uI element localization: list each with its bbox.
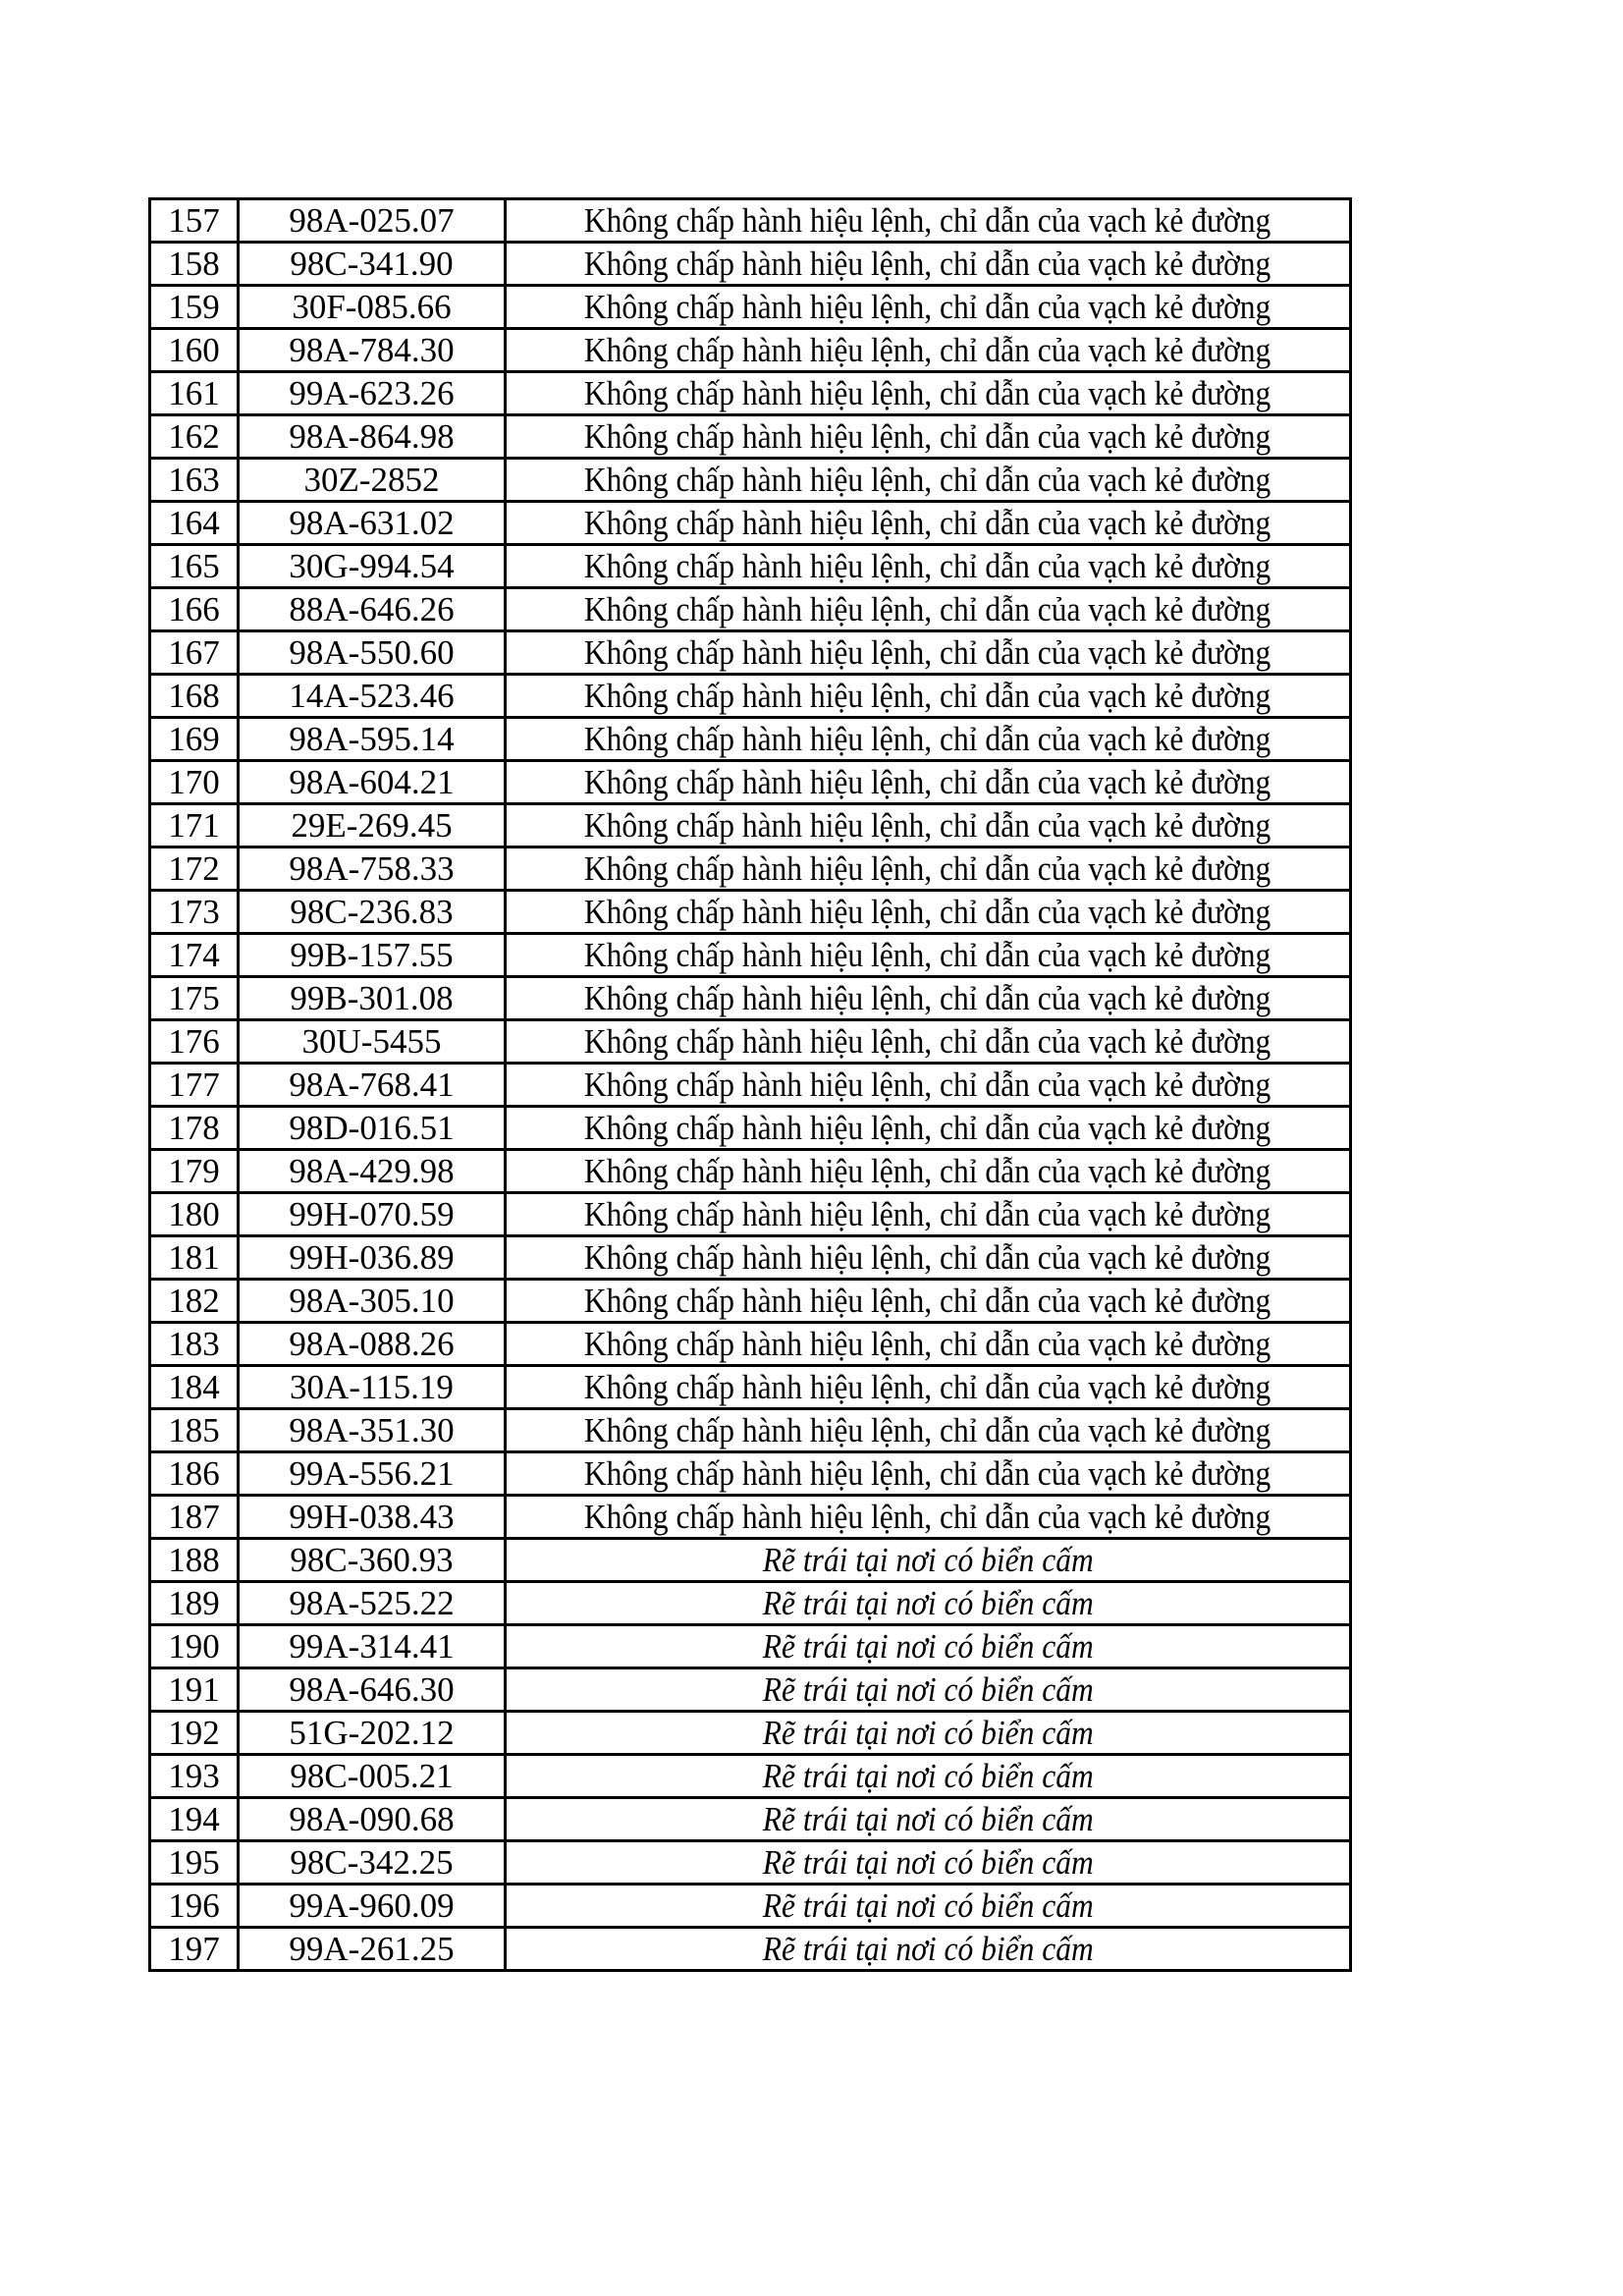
license-plate-cell: 99B-157.55 (239, 934, 506, 977)
row-number-cell: 175 (150, 977, 239, 1020)
violation-text: Không chấp hành hiệu lệnh, chỉ dẫn của vạch kẻ đường (584, 461, 1271, 499)
violation-cell (506, 1755, 1351, 1798)
row-number-cell: 180 (150, 1193, 239, 1236)
table-row (150, 1885, 1351, 1928)
table-row (150, 934, 1351, 977)
violation-text: Không chấp hành hiệu lệnh, chỉ dẫn của vạch kẻ đường (584, 547, 1271, 585)
table-row (150, 1280, 1351, 1323)
license-plate-cell: 99A-623.26 (239, 372, 506, 415)
row-number-cell: 179 (150, 1150, 239, 1193)
row-number-cell: 168 (150, 675, 239, 718)
table-row (150, 1582, 1351, 1625)
violation-text: Rẽ trái tại nơi có biển cấm (762, 1627, 1094, 1666)
violation-text: Không chấp hành hiệu lệnh, chỉ dẫn của vạch kẻ đường (584, 633, 1271, 672)
violation-text: Không chấp hành hiệu lệnh, chỉ dẫn của vạch kẻ đường (584, 1066, 1271, 1104)
license-plate-cell: 30U-5455 (239, 1020, 506, 1064)
violation-text: Không chấp hành hiệu lệnh, chỉ dẫn của vạch kẻ đường (584, 806, 1271, 845)
violation-cell (506, 545, 1351, 588)
row-number-cell: 197 (150, 1928, 239, 1971)
table-row (150, 1107, 1351, 1150)
row-number-cell: 177 (150, 1064, 239, 1107)
row-number-cell: 174 (150, 934, 239, 977)
license-plate-cell: 88A-646.26 (239, 588, 506, 631)
row-number-cell: 186 (150, 1452, 239, 1496)
row-number-cell: 162 (150, 415, 239, 459)
violation-cell (506, 1323, 1351, 1366)
violation-text: Không chấp hành hiệu lệnh, chỉ dẫn của vạch kẻ đường (584, 763, 1271, 801)
violation-text: Không chấp hành hiệu lệnh, chỉ dẫn của vạch kẻ đường (584, 979, 1271, 1017)
license-plate-cell: 98A-088.26 (239, 1323, 506, 1366)
table-row (150, 1712, 1351, 1755)
violation-cell (506, 1280, 1351, 1323)
violation-text: Rẽ trái tại nơi có biển cấm (762, 1843, 1094, 1882)
row-number-cell: 157 (150, 199, 239, 243)
violation-cell (506, 199, 1351, 243)
violation-cell (506, 286, 1351, 329)
violation-cell (506, 1668, 1351, 1712)
violation-cell (506, 1928, 1351, 1971)
license-plate-cell: 99A-314.41 (239, 1625, 506, 1668)
table-row (150, 977, 1351, 1020)
table-row (150, 675, 1351, 718)
row-number-cell: 165 (150, 545, 239, 588)
violation-cell (506, 415, 1351, 459)
table-row (150, 1841, 1351, 1885)
violation-text: Không chấp hành hiệu lệnh, chỉ dẫn của vạch kẻ đường (584, 1238, 1271, 1277)
license-plate-cell: 99H-036.89 (239, 1236, 506, 1280)
violation-cell (506, 934, 1351, 977)
table-row (150, 588, 1351, 631)
violation-text: Không chấp hành hiệu lệnh, chỉ dẫn của vạch kẻ đường (584, 1368, 1271, 1406)
table-row (150, 1020, 1351, 1064)
row-number-cell: 163 (150, 459, 239, 502)
violation-cell (506, 588, 1351, 631)
violation-cell (506, 1150, 1351, 1193)
table-row (150, 1928, 1351, 1971)
row-number-cell: 158 (150, 243, 239, 286)
license-plate-cell: 98A-646.30 (239, 1668, 506, 1712)
violation-cell (506, 329, 1351, 372)
row-number-cell: 185 (150, 1409, 239, 1452)
violation-text: Không chấp hành hiệu lệnh, chỉ dẫn của vạch kẻ đường (584, 1022, 1271, 1061)
table-row (150, 1323, 1351, 1366)
violation-text: Không chấp hành hiệu lệnh, chỉ dẫn của vạch kẻ đường (584, 331, 1271, 369)
license-plate-cell: 98A-525.22 (239, 1582, 506, 1625)
row-number-cell: 195 (150, 1841, 239, 1885)
row-number-cell: 196 (150, 1885, 239, 1928)
violation-text: Không chấp hành hiệu lệnh, chỉ dẫn của vạch kẻ đường (584, 288, 1271, 326)
violation-cell (506, 1798, 1351, 1841)
violation-cell (506, 1409, 1351, 1452)
row-number-cell: 178 (150, 1107, 239, 1150)
license-plate-cell: 98A-758.33 (239, 847, 506, 891)
violation-cell (506, 1539, 1351, 1582)
row-number-cell: 171 (150, 804, 239, 847)
license-plate-cell: 98A-429.98 (239, 1150, 506, 1193)
violation-text: Rẽ trái tại nơi có biển cấm (762, 1670, 1094, 1709)
table-row (150, 199, 1351, 243)
violation-text: Không chấp hành hiệu lệnh, chỉ dẫn của vạch kẻ đường (584, 936, 1271, 974)
license-plate-cell: 98A-305.10 (239, 1280, 506, 1323)
table-row (150, 1366, 1351, 1409)
table-row (150, 286, 1351, 329)
row-number-cell: 188 (150, 1539, 239, 1582)
violation-text: Rẽ trái tại nơi có biển cấm (762, 1584, 1094, 1622)
license-plate-cell: 99A-261.25 (239, 1928, 506, 1971)
violation-text: Không chấp hành hiệu lệnh, chỉ dẫn của vạch kẻ đường (584, 677, 1271, 715)
violation-cell (506, 1236, 1351, 1280)
violation-cell (506, 977, 1351, 1020)
license-plate-cell: 99B-301.08 (239, 977, 506, 1020)
violation-text: Không chấp hành hiệu lệnh, chỉ dẫn của vạch kẻ đường (584, 849, 1271, 888)
row-number-cell: 161 (150, 372, 239, 415)
row-number-cell: 190 (150, 1625, 239, 1668)
row-number-cell: 166 (150, 588, 239, 631)
violation-text: Không chấp hành hiệu lệnh, chỉ dẫn của vạch kẻ đường (584, 1454, 1271, 1493)
row-number-cell: 193 (150, 1755, 239, 1798)
violation-text: Không chấp hành hiệu lệnh, chỉ dẫn của vạch kẻ đường (584, 590, 1271, 629)
violation-cell (506, 1020, 1351, 1064)
table-row (150, 847, 1351, 891)
table-row (150, 1064, 1351, 1107)
violation-cell (506, 372, 1351, 415)
violation-cell (506, 718, 1351, 761)
license-plate-cell: 30Z-2852 (239, 459, 506, 502)
violation-text: Không chấp hành hiệu lệnh, chỉ dẫn của vạch kẻ đường (584, 1152, 1271, 1190)
table-row (150, 459, 1351, 502)
license-plate-cell: 98A-784.30 (239, 329, 506, 372)
violation-text: Không chấp hành hiệu lệnh, chỉ dẫn của vạch kẻ đường (584, 1195, 1271, 1233)
violation-cell (506, 1885, 1351, 1928)
violation-cell (506, 761, 1351, 804)
violation-cell (506, 502, 1351, 545)
row-number-cell: 184 (150, 1366, 239, 1409)
table-row (150, 1193, 1351, 1236)
violation-text: Rẽ trái tại nơi có biển cấm (762, 1930, 1094, 1968)
row-number-cell: 159 (150, 286, 239, 329)
row-number-cell: 167 (150, 631, 239, 675)
license-plate-cell: 51G-202.12 (239, 1712, 506, 1755)
row-number-cell: 176 (150, 1020, 239, 1064)
table-row (150, 1539, 1351, 1582)
violation-cell (506, 1582, 1351, 1625)
license-plate-cell: 98A-604.21 (239, 761, 506, 804)
license-plate-cell: 98A-595.14 (239, 718, 506, 761)
license-plate-cell: 99H-070.59 (239, 1193, 506, 1236)
license-plate-cell: 98A-090.68 (239, 1798, 506, 1841)
violation-cell (506, 1064, 1351, 1107)
table-row (150, 415, 1351, 459)
license-plate-cell: 98C-341.90 (239, 243, 506, 286)
table-row (150, 718, 1351, 761)
row-number-cell: 173 (150, 891, 239, 934)
table-row (150, 1755, 1351, 1798)
violation-text: Không chấp hành hiệu lệnh, chỉ dẫn của vạch kẻ đường (584, 504, 1271, 542)
license-plate-cell: 30A-115.19 (239, 1366, 506, 1409)
row-number-cell: 189 (150, 1582, 239, 1625)
license-plate-cell: 29E-269.45 (239, 804, 506, 847)
row-number-cell: 160 (150, 329, 239, 372)
violation-text: Không chấp hành hiệu lệnh, chỉ dẫn của vạch kẻ đường (584, 1325, 1271, 1363)
violation-cell (506, 891, 1351, 934)
table-row (150, 631, 1351, 675)
row-number-cell: 172 (150, 847, 239, 891)
table-row (150, 1452, 1351, 1496)
table-row (150, 502, 1351, 545)
violation-text: Không chấp hành hiệu lệnh, chỉ dẫn của vạch kẻ đường (584, 720, 1271, 758)
violation-text: Rẽ trái tại nơi có biển cấm (762, 1714, 1094, 1752)
violation-cell (506, 1193, 1351, 1236)
table-row (150, 1625, 1351, 1668)
license-plate-cell: 14A-523.46 (239, 675, 506, 718)
table-row (150, 1668, 1351, 1712)
violation-text: Không chấp hành hiệu lệnh, chỉ dẫn của vạch kẻ đường (584, 201, 1271, 240)
table-row (150, 1798, 1351, 1841)
row-number-cell: 187 (150, 1496, 239, 1539)
violation-cell (506, 1366, 1351, 1409)
violation-text: Không chấp hành hiệu lệnh, chỉ dẫn của vạch kẻ đường (584, 1109, 1271, 1147)
license-plate-cell: 98C-342.25 (239, 1841, 506, 1885)
row-number-cell: 192 (150, 1712, 239, 1755)
row-number-cell: 182 (150, 1280, 239, 1323)
row-number-cell: 194 (150, 1798, 239, 1841)
violation-text: Rẽ trái tại nơi có biển cấm (762, 1541, 1094, 1579)
violations-table (148, 197, 1352, 1972)
violation-text: Rẽ trái tại nơi có biển cấm (762, 1800, 1094, 1838)
row-number-cell: 170 (150, 761, 239, 804)
license-plate-cell: 98C-236.83 (239, 891, 506, 934)
license-plate-cell: 98A-864.98 (239, 415, 506, 459)
violation-cell (506, 1107, 1351, 1150)
row-number-cell: 169 (150, 718, 239, 761)
table-row (150, 804, 1351, 847)
license-plate-cell: 98A-550.60 (239, 631, 506, 675)
table-row (150, 891, 1351, 934)
violation-cell (506, 1452, 1351, 1496)
table-row (150, 372, 1351, 415)
violation-cell (506, 847, 1351, 891)
violation-cell (506, 1712, 1351, 1755)
license-plate-cell: 99H-038.43 (239, 1496, 506, 1539)
table-row (150, 1496, 1351, 1539)
violation-text: Không chấp hành hiệu lệnh, chỉ dẫn của vạch kẻ đường (584, 1411, 1271, 1449)
row-number-cell: 191 (150, 1668, 239, 1712)
table-row (150, 1409, 1351, 1452)
table-row (150, 329, 1351, 372)
row-number-cell: 181 (150, 1236, 239, 1280)
license-plate-cell: 98A-768.41 (239, 1064, 506, 1107)
license-plate-cell: 98D-016.51 (239, 1107, 506, 1150)
table-row (150, 243, 1351, 286)
license-plate-cell: 99A-960.09 (239, 1885, 506, 1928)
license-plate-cell: 98A-631.02 (239, 502, 506, 545)
license-plate-cell: 98C-005.21 (239, 1755, 506, 1798)
violation-text: Không chấp hành hiệu lệnh, chỉ dẫn của vạch kẻ đường (584, 1498, 1271, 1536)
row-number-cell: 183 (150, 1323, 239, 1366)
violations-table-body (150, 199, 1351, 1971)
violation-text: Không chấp hành hiệu lệnh, chỉ dẫn của vạch kẻ đường (584, 893, 1271, 931)
violation-cell (506, 675, 1351, 718)
violation-text: Không chấp hành hiệu lệnh, chỉ dẫn của vạch kẻ đường (584, 417, 1271, 456)
table-row (150, 1150, 1351, 1193)
violation-cell (506, 1841, 1351, 1885)
violation-cell (506, 243, 1351, 286)
violation-text: Không chấp hành hiệu lệnh, chỉ dẫn của vạch kẻ đường (584, 245, 1271, 283)
table-row (150, 761, 1351, 804)
violation-cell (506, 804, 1351, 847)
violation-cell (506, 1625, 1351, 1668)
license-plate-cell: 30G-994.54 (239, 545, 506, 588)
violation-text: Không chấp hành hiệu lệnh, chỉ dẫn của vạch kẻ đường (584, 374, 1271, 412)
row-number-cell: 164 (150, 502, 239, 545)
license-plate-cell: 98C-360.93 (239, 1539, 506, 1582)
violation-text: Không chấp hành hiệu lệnh, chỉ dẫn của vạch kẻ đường (584, 1282, 1271, 1320)
violation-text: Rẽ trái tại nơi có biển cấm (762, 1757, 1094, 1795)
violation-text: Rẽ trái tại nơi có biển cấm (762, 1886, 1094, 1925)
table-row (150, 1236, 1351, 1280)
violation-cell (506, 1496, 1351, 1539)
license-plate-cell: 30F-085.66 (239, 286, 506, 329)
violation-cell (506, 459, 1351, 502)
license-plate-cell: 98A-351.30 (239, 1409, 506, 1452)
license-plate-cell: 99A-556.21 (239, 1452, 506, 1496)
license-plate-cell: 98A-025.07 (239, 199, 506, 243)
table-row (150, 545, 1351, 588)
violation-cell (506, 631, 1351, 675)
